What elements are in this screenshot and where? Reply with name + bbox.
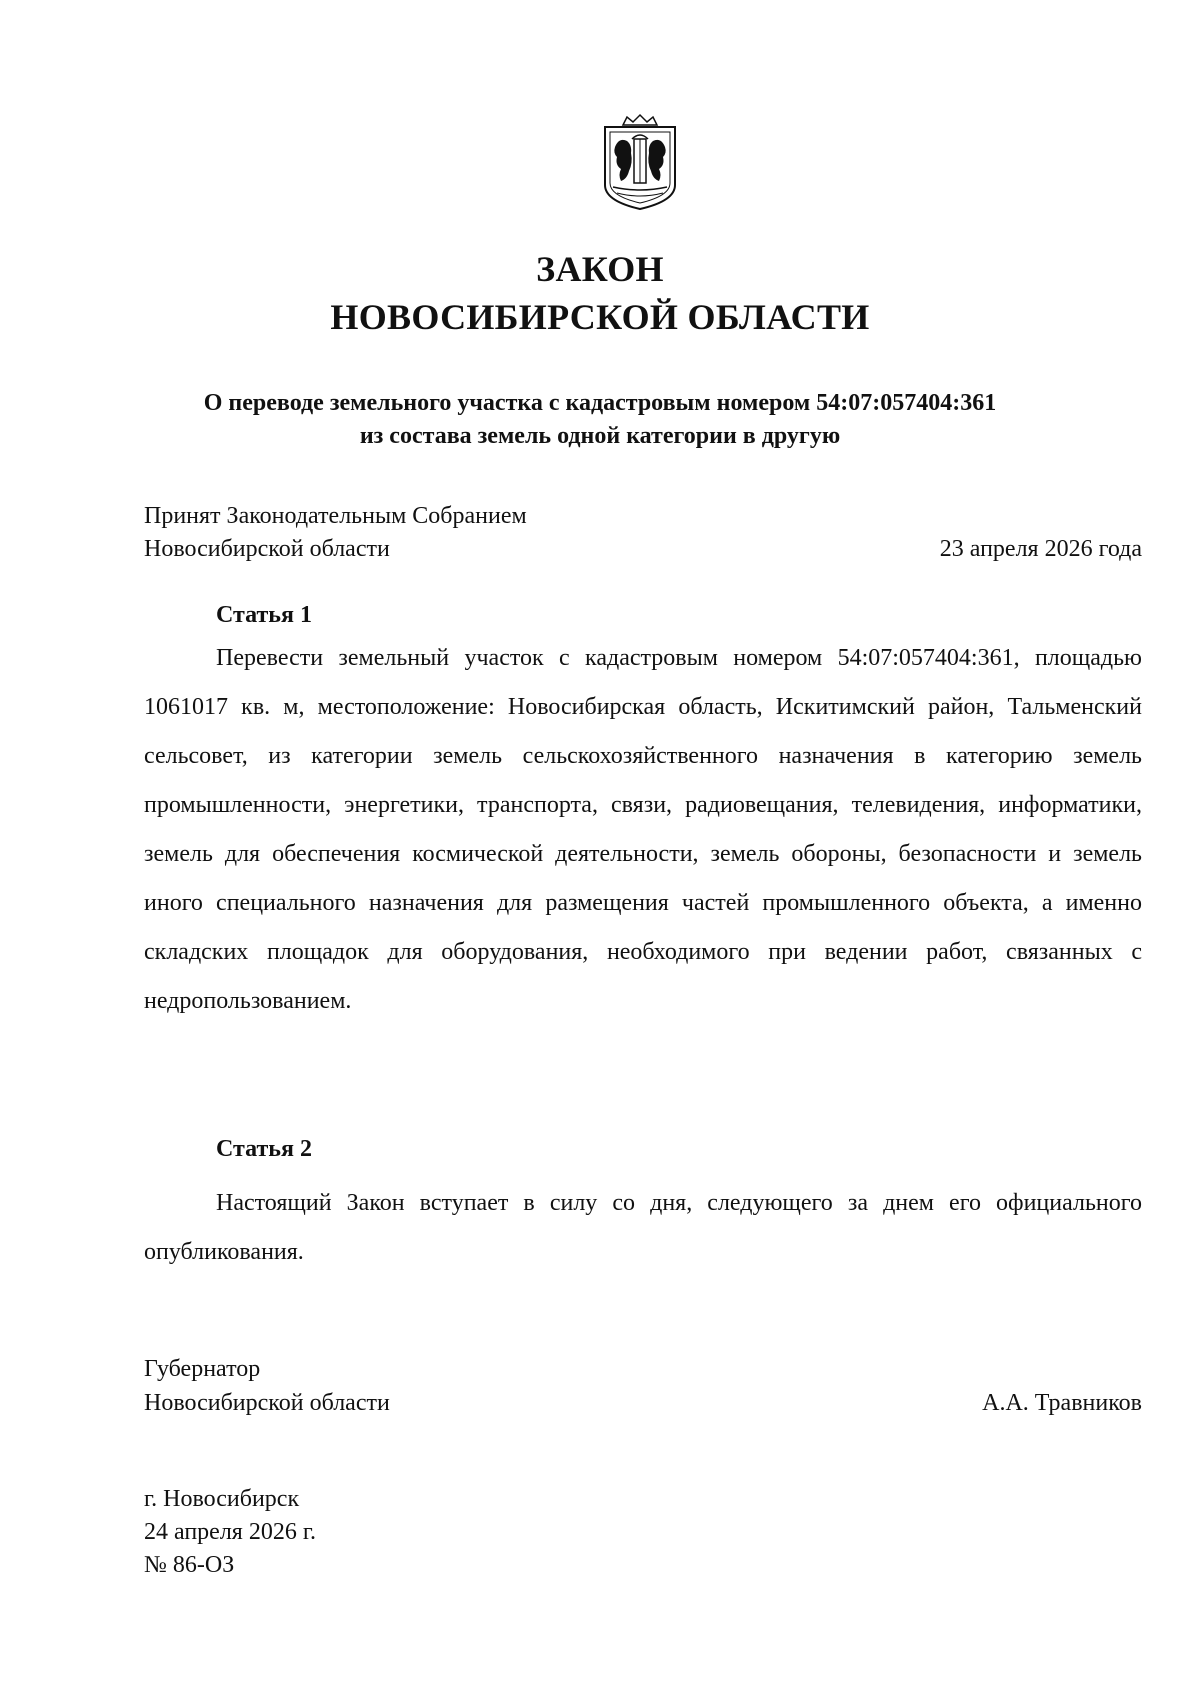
article-1-text: Перевести земельный участок с кадастровым номером 54:07:057404:361, площадью 1061017 кв. м, местоположение: Новосибирская область, Искитимский район, Тальменский сельсовет, из категории земель сельскохозяйственного назначения в категорию земель промышленности, энергетики, транспорта, связи, радиовещания, телевидения, информатики, земель для обеспечения космической деятельности, земель обороны, безопасности и земель иного специального назначения для размещения частей промышленного объекта, а именно складских площадок для оборудования, необходимого при ведении работ, связанных с недропользованием. [144, 645, 1142, 1014]
law-number: № 86-ОЗ [144, 1552, 235, 1578]
law-subject [120, 387, 1080, 453]
signatory-position: Губернатор [144, 1356, 261, 1382]
law-subject-line: О переводе земельного участка с кадастровым номером 54:07:057404:361 [203, 390, 997, 416]
article-2-text: Настоящий Закон вступает в силу со дня, следующего за днем его официального опубликования. [144, 1190, 1142, 1265]
signatory-name: А.А. Травников [982, 1390, 1142, 1416]
law-subject-line: из состава земель одной категории в другую [359, 423, 841, 449]
coat-of-arms-icon [599, 113, 681, 213]
article-2-heading: Статья 2 [216, 1136, 312, 1162]
issue-city: г. Новосибирск [144, 1486, 300, 1512]
law-title: ЗАКОН [536, 249, 664, 289]
issue-date: 24 апреля 2026 г. [144, 1519, 316, 1545]
law-title-region: НОВОСИБИРСКОЙ ОБЛАСТИ [330, 297, 870, 337]
adoption-body-line1: Принят Законодательным Собранием [144, 503, 527, 529]
adoption-date: 23 апреля 2026 года [939, 536, 1142, 562]
article-1-heading: Статья 1 [216, 602, 312, 628]
adoption-body-line2: Новосибирской области [144, 536, 390, 562]
signatory-region: Новосибирской области [144, 1390, 390, 1416]
